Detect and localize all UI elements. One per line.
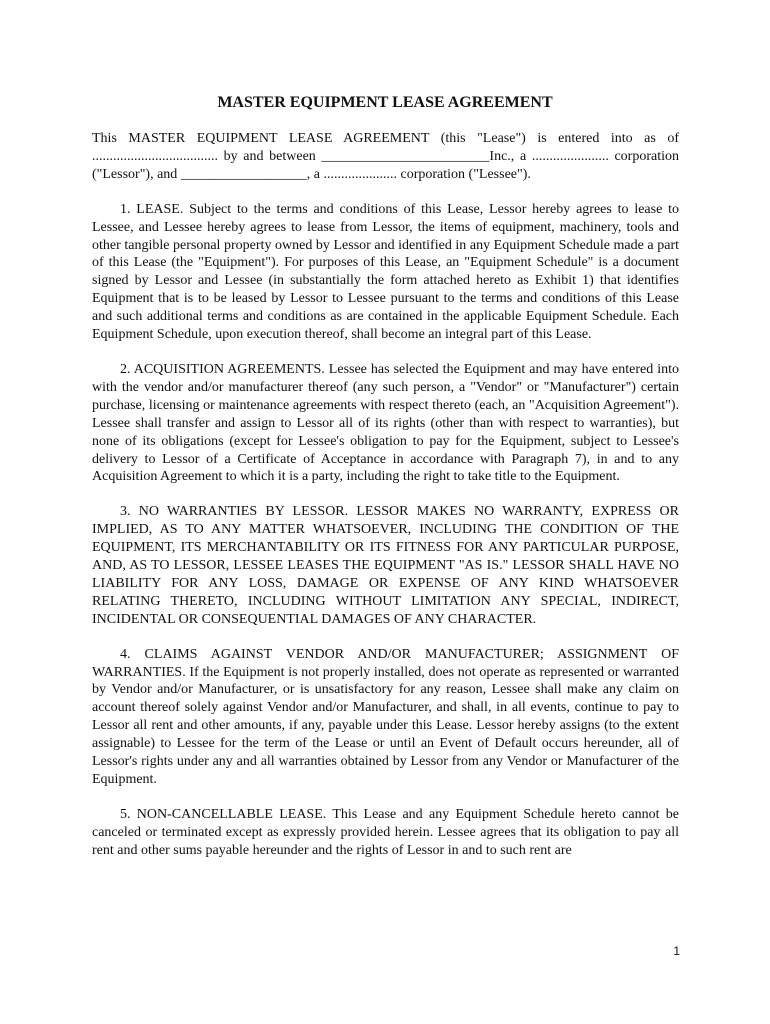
document-body (92, 130, 679, 860)
paragraph-lease: 1. LEASE. Subject to the terms and conditions of this Lease, Lessor hereby agrees to lease to Lessee, and Lessee hereby agrees to lease from Lessor, the items of equipment, machinery, tools and other tangible personal property owned by Lessor and identified in any Equipment Schedule made a part of this Lease (the "Equipment"). For purposes of this Lease, an "Equipment Schedule" is a document signed by Lessor and Lessee (in substantially the form attached hereto as Exhibit 1) that identifies Equipment that is to be leased by Lessor to Lessee pursuant to the terms and conditions of this Lease and such additional terms and conditions as are contained in the applicable Equipment Schedule. Each Equipment Schedule, upon execution thereof, shall become an integral part of this Lease. (92, 201, 679, 343)
paragraph-non-cancellable-lease: 5. NON-CANCELLABLE LEASE. This Lease and any Equipment Schedule hereto cannot be canceled or terminated except as expressly provided herein. Lessee agrees that its obligation to pay all rent and other sums payable hereunder and the rights of Lessor in and to such rent are (92, 806, 679, 858)
paragraph-acquisition-agreements: 2. ACQUISITION AGREEMENTS. Lessee has selected the Equipment and may have entered into with the vendor and/or manufacturer thereof (any such person, a "Vendor" or "Manufacturer") certain purchase, licensing or maintenance agreements with respect thereto (each, an "Acquisition Agreement"). Lessee shall transfer and assign to Lessor all of its rights (other than with respect to warranties), but none of its obligations (except for Lessee's obligation to pay for the Equipment, subject to Lessee's delivery to Lessor of a Certificate of Acceptance in accordance with Paragraph 7), in and to any Acquisition Agreement to which it is a party, including the right to take title to the Equipment. (92, 361, 679, 485)
page-number: 1 (673, 944, 680, 958)
document-title: MASTER EQUIPMENT LEASE AGREEMENT (217, 94, 553, 111)
paragraph-no-warranties: 3. NO WARRANTIES BY LESSOR. LESSOR MAKES NO WARRANTY, EXPRESS OR IMPLIED, AS TO ANY MATTER WHATSOEVER, INCLUDING THE CONDITION OF THE EQUIPMENT, ITS MERCHANTABILITY OR ITS FITNESS FOR ANY PARTICULAR PURPOSE, AND, AS TO LESSOR, LESSEE LEASES THE EQUIPMENT "AS IS." LESSOR SHALL HAVE NO LIABILITY FOR ANY LOSS, DAMAGE OR EXPENSE OF ANY KIND WHATSOEVER RELATING THERETO, INCLUDING WITHOUT LIMITATION ANY SPECIAL, INDIRECT, INCIDENTAL OR CONSEQUENTIAL DAMAGES OF ANY CHARACTER. (92, 504, 679, 627)
paragraph-claims-against-vendor: 4. CLAIMS AGAINST VENDOR AND/OR MANUFACTURER; ASSIGNMENT OF WARRANTIES. If the Equipment is not properly installed, does not operate as represented or warranted by Vendor and/or Manufacturer, or is unsatisfactory for any reason, Lessee shall make any claim on account thereof solely against Vendor and/or Manufacturer, and shall, in all events, continue to pay to Lessor all rent and other amounts, if any, payable under this Lease. Lessor hereby assigns (to the extent assignable) to Lessee for the term of the Lease or until an Event of Default occurs hereunder, all of Lessor's rights under any and all warranties obtained by Lessor from any Vendor or Manufacturer of the Equipment. (92, 646, 679, 787)
intro-paragraph: This MASTER EQUIPMENT LEASE AGREEMENT (this "Lease") is entered into as of .................................... by and between ________________________Inc., a ...................... corporation ("Lessor"), and __________________, a ..................... corporation ("Lessee"). (92, 131, 679, 182)
